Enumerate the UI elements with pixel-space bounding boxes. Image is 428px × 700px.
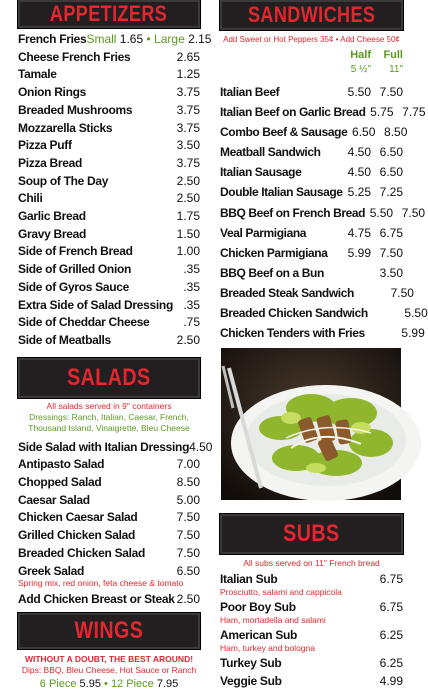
item-price: 4.99 (379, 674, 403, 688)
item-name: Greek Salad (18, 563, 85, 578)
item-price: 2.50 (176, 173, 200, 188)
item-price: 3.75 (176, 155, 200, 170)
item-name: Mozzarella Sticks (18, 120, 113, 135)
item-name: Breaded Chicken Sandwich (220, 306, 368, 321)
wings-prices (18, 678, 200, 690)
menu-item-french-fries (18, 31, 212, 49)
item-price: .35 (183, 279, 200, 294)
menu-item (220, 600, 403, 615)
item-name: Onion Rings (18, 85, 87, 100)
menu-item (220, 162, 403, 182)
item-price: 1.00 (176, 244, 200, 259)
salads-title: SALADS (67, 363, 151, 391)
item-price: 7.50 (176, 545, 200, 560)
menu-item (220, 303, 428, 323)
menu-item (18, 155, 200, 173)
item-name: Pizza Puff (18, 138, 72, 153)
fries-prices (86, 31, 211, 49)
menu-item (220, 182, 403, 202)
item-name: Garlic Bread (18, 209, 86, 224)
menu-item (18, 173, 200, 191)
item-price: 1.50 (176, 226, 200, 241)
six-piece-price: 5.95 (79, 677, 101, 690)
item-name: Side of Gyros Sauce (18, 279, 130, 294)
menu-item (18, 137, 200, 155)
menu-item (18, 66, 200, 84)
sandwich-rows (220, 82, 428, 343)
large-price: 2.15 (188, 32, 212, 46)
menu-item (18, 49, 200, 67)
menu-item (220, 203, 426, 223)
salads-note-dressings-1: Dressings: Ranch, Italian, Caesar, French, (29, 411, 189, 422)
item-price: 3.75 (176, 85, 200, 100)
full-price: 6.50 (379, 165, 403, 180)
menu-item (220, 243, 403, 263)
full-price: 6.75 (379, 225, 403, 240)
item-name: Breaded Steak Sandwich (220, 285, 354, 300)
menu-item (220, 82, 403, 102)
menu-item (18, 474, 200, 492)
item-name: Meatball Sandwich (220, 145, 321, 160)
full-label: Full (383, 49, 403, 61)
item-name: Chopped Salad (18, 475, 102, 490)
half-price: 5.75 (370, 105, 394, 120)
half-price: 5.99 (347, 245, 371, 260)
item-name: Side of Meatballs (18, 332, 111, 347)
wings-title: WINGS (74, 616, 144, 644)
subs-section (220, 514, 403, 689)
subs-title: SUBS (283, 520, 340, 547)
item-name: Side of Grilled Onion (18, 262, 132, 277)
left-column (18, 0, 213, 690)
salad-photo-illustration (221, 348, 401, 500)
full-price: 5.50 (404, 306, 428, 321)
item-name: Add Chicken Breast or Steak (18, 592, 175, 607)
full-price: 7.50 (401, 205, 426, 220)
item-name: Extra Side of Salad Dressing (18, 297, 173, 312)
half-label: Half (350, 49, 371, 61)
salad-rows (18, 439, 213, 581)
menu-item (18, 509, 200, 527)
full-price: 7.75 (402, 105, 426, 120)
bullet-sep: • (146, 32, 151, 46)
menu-item (18, 297, 200, 315)
item-name: Veal Parmigiana (220, 225, 307, 240)
item-name: Caesar Salad (18, 492, 90, 507)
item-price: 1.25 (176, 67, 200, 82)
item-price: 7.50 (176, 528, 200, 543)
item-price: 3.50 (176, 138, 200, 153)
item-name: Breaded Chicken Salad (18, 545, 146, 560)
menu-item (220, 572, 403, 587)
wings-banner (18, 613, 200, 649)
menu-item (220, 283, 414, 303)
twelve-piece-price: 7.95 (156, 677, 179, 690)
item-price: .35 (183, 262, 200, 277)
item-name: Italian Sausage (220, 165, 302, 180)
half-price: 6.50 (352, 125, 376, 140)
half-size: 5 ½" (350, 64, 371, 75)
small-label: Small (86, 32, 117, 46)
half-price: 5.50 (347, 85, 371, 99)
appetizer-rows (18, 49, 200, 350)
size-labels (220, 47, 403, 63)
item-name: Chicken Tenders with Fries (220, 326, 365, 341)
menu-item-add-chicken (18, 591, 200, 609)
half-price: 4.75 (347, 225, 371, 240)
item-price: 1.75 (176, 209, 200, 224)
sub-rows (220, 572, 403, 689)
item-name: French Fries (18, 32, 87, 46)
item-price: .75 (183, 315, 200, 330)
menu-item (220, 263, 403, 283)
sandwiches-note: Add Sweet or Hot Peppers 35¢ • Add Cheese 50¢ (223, 35, 400, 44)
wings-tagline: WITHOUT A DOUBT, THE BEST AROUND! (24, 653, 194, 664)
menu-item (18, 226, 200, 244)
item-name: Poor Boy Sub (220, 600, 296, 614)
item-price: 4.50 (189, 439, 213, 454)
menu-item (18, 439, 213, 457)
item-name: Double Italian Sausage (220, 185, 343, 200)
full-size: 11" (389, 64, 403, 75)
item-price: 6.75 (379, 600, 403, 614)
half-price: 4.50 (347, 145, 371, 160)
salads-note-containers: All salads served in 9" containers (46, 400, 172, 411)
item-price: 6.25 (379, 628, 403, 642)
full-price: 3.50 (379, 265, 403, 280)
item-name: Chicken Caesar Salad (18, 510, 138, 525)
twelve-piece-label: 12 Piece (110, 677, 154, 690)
greek-salad-desc: Spring mix, red onion, feta cheese & tomato (18, 578, 184, 589)
menu-item (220, 323, 425, 343)
full-price: 5.99 (401, 326, 425, 341)
item-name: Side of French Bread (18, 244, 133, 259)
item-name: Grilled Chicken Salad (18, 528, 136, 543)
menu-item (18, 545, 200, 563)
item-price: 2.50 (176, 191, 200, 206)
menu-item (18, 492, 200, 510)
item-price: 5.00 (176, 492, 200, 507)
item-name: Gravy Bread (18, 226, 87, 241)
size-inches (220, 63, 403, 77)
menu-item (18, 314, 200, 332)
small-price: 1.65 (119, 32, 144, 46)
item-price: 6.25 (379, 656, 403, 670)
menu-item (220, 122, 408, 142)
bullet-sep: • (104, 677, 108, 690)
item-price: 2.65 (176, 49, 200, 64)
full-price: 7.25 (379, 185, 403, 200)
appetizers-list (18, 31, 212, 350)
wings-dips: Dips: BBQ, Bleu Cheese, Hot Sauce or Ranch (21, 664, 197, 675)
item-name: Cheese French Fries (18, 49, 131, 64)
menu-item (18, 243, 200, 261)
item-price: 3.75 (176, 120, 200, 135)
item-desc: Prosciutto, salami and cappicola (220, 587, 342, 597)
half-price: 5.50 (369, 205, 394, 220)
item-price: .35 (183, 297, 200, 312)
item-name: Side Salad with Italian Dressing (18, 439, 190, 454)
item-price: 7.00 (176, 457, 200, 472)
item-price: 2.50 (176, 332, 200, 347)
item-price: 8.50 (176, 475, 200, 490)
menu-item (18, 190, 200, 208)
item-price: 7.50 (176, 510, 200, 525)
menu-item (220, 656, 403, 671)
half-price: 4.50 (347, 165, 371, 180)
item-name: Tamale (18, 67, 57, 82)
item-desc: Ham, turkey and bologna (220, 643, 315, 653)
subs-banner (220, 514, 403, 554)
item-name: Turkey Sub (220, 656, 282, 670)
item-name: Antipasto Salad (18, 457, 105, 472)
item-name: Breaded Mushrooms (18, 102, 133, 117)
item-price: 6.75 (379, 572, 403, 586)
sandwiches-title: SANDWICHES (247, 2, 376, 27)
item-name: Pizza Bread (18, 155, 83, 170)
menu-item (18, 208, 200, 226)
item-name: Italian Beef on Garlic Bread (220, 105, 366, 120)
full-price: 7.50 (390, 285, 414, 300)
item-price: 2.50 (176, 592, 200, 607)
item-desc: Ham, mortadella and salami (220, 615, 326, 625)
menu-item (18, 102, 200, 120)
item-name: Combo Beef & Sausage (220, 125, 348, 140)
menu-item (220, 142, 403, 162)
full-price: 8.50 (384, 125, 408, 140)
item-name: Italian Beef (220, 85, 280, 99)
menu-item (18, 527, 200, 545)
appetizers-banner (18, 0, 200, 28)
appetizers-title: APPETIZERS (50, 1, 168, 26)
half-price: 5.25 (347, 185, 371, 200)
salads-notes (18, 401, 200, 434)
right-column (220, 0, 428, 343)
menu-item (220, 102, 426, 122)
item-name: Chili (18, 191, 43, 206)
full-price: 7.50 (379, 85, 403, 99)
item-name: Veggie Sub (220, 674, 282, 688)
salads-note-dressings-2: Thousand Island, Vinaigrette, Bleu Cheese (28, 422, 190, 433)
item-price: 6.50 (176, 563, 200, 578)
menu-item (220, 223, 403, 243)
item-name: Soup of The Day (18, 173, 109, 188)
item-price: 3.75 (176, 102, 200, 117)
item-name: BBQ Beef on a Bun (220, 265, 324, 280)
item-name: Side of Cheddar Cheese (18, 315, 150, 330)
item-name: American Sub (220, 628, 298, 642)
menu-item (18, 120, 200, 138)
large-label: Large (154, 32, 185, 46)
item-name: BBQ Beef on French Bread (220, 205, 366, 220)
menu-item (18, 332, 200, 350)
six-piece-label: 6 Piece (39, 677, 77, 690)
item-name: Italian Sub (220, 572, 278, 586)
menu-item (220, 628, 403, 643)
item-name: Chicken Parmigiana (220, 245, 328, 260)
salads-banner (18, 358, 200, 398)
full-price: 6.50 (379, 145, 403, 160)
menu-item (18, 279, 200, 297)
salad-photo (221, 348, 401, 500)
menu-item (18, 456, 200, 474)
full-price: 7.50 (379, 245, 403, 260)
sandwiches-banner (220, 0, 403, 30)
menu-item (220, 674, 403, 689)
menu-item (18, 261, 200, 279)
menu-item (18, 84, 200, 102)
subs-note: All subs served on 11" French bread (243, 558, 380, 568)
